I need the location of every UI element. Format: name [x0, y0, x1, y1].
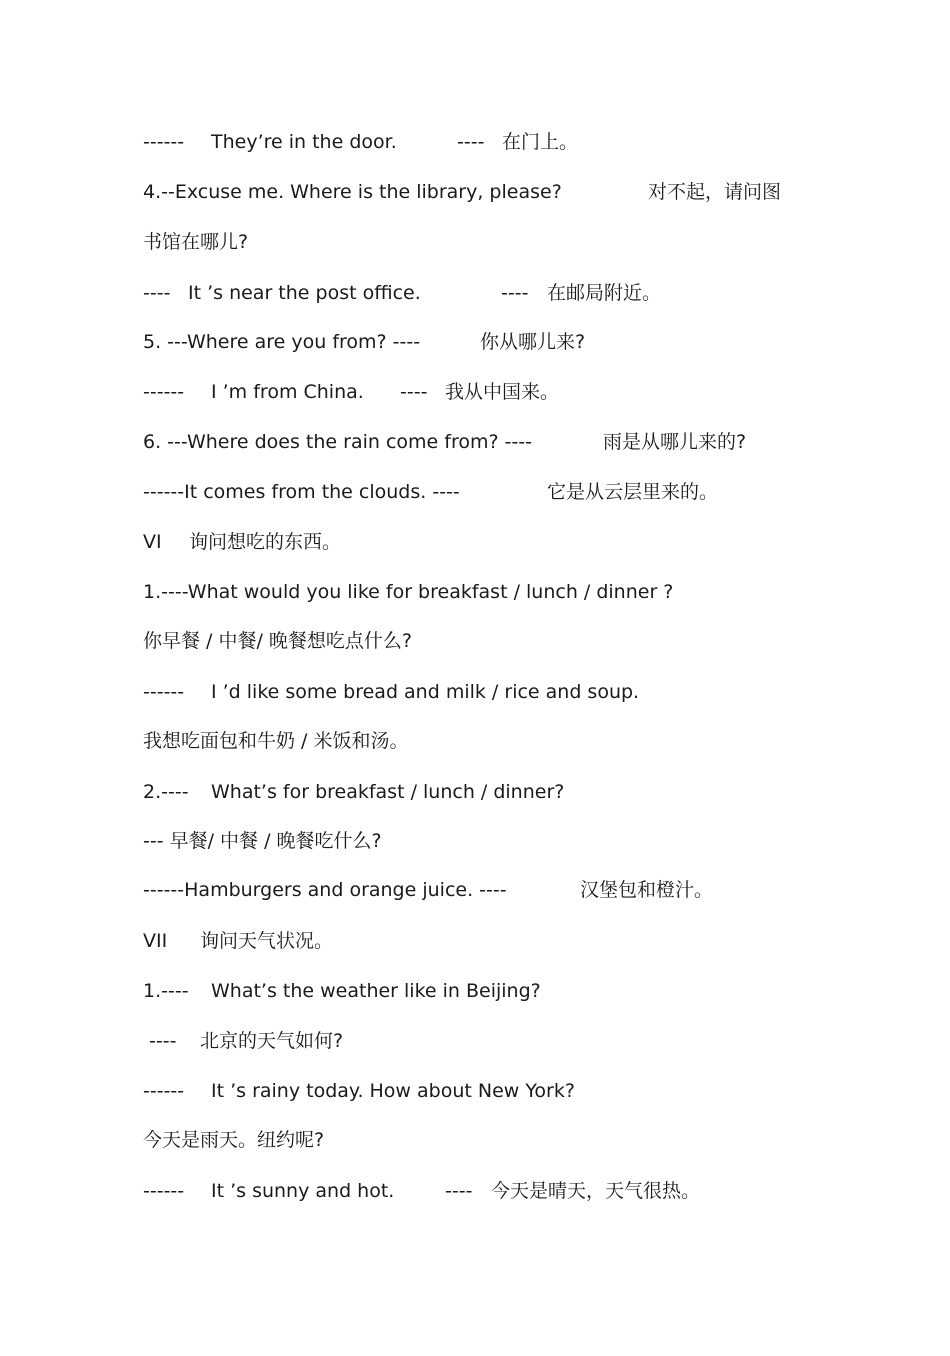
chinese-translation: 对不起，请问图: [648, 181, 782, 203]
dialogue-dash: ----: [501, 282, 529, 304]
text-line: [143, 227, 249, 257]
chinese-translation: 你早餐 / 中餐/ 晚餐想吃点什么?: [143, 630, 413, 652]
english-question: What’s for breakfast / lunch / dinner?: [211, 781, 565, 803]
dialogue-dash: ----: [400, 381, 428, 403]
english-question: What’s the weather like in Beijing?: [211, 980, 541, 1002]
text-line: [143, 626, 413, 656]
english-answer: It ’s rainy today. How about New York?: [211, 1080, 575, 1102]
text-line: [143, 278, 662, 308]
dialogue-dash: ------: [143, 1080, 185, 1102]
english-question: 4.--Excuse me. Where is the library, please?: [143, 181, 562, 203]
text-line: [143, 826, 382, 856]
chinese-translation: 在门上。: [502, 131, 579, 153]
section-number: VI: [143, 531, 162, 553]
chinese-translation: 你从哪儿来?: [480, 331, 586, 353]
chinese-translation: 北京的天气如何?: [200, 1030, 344, 1052]
chinese-translation: 书馆在哪儿?: [143, 231, 249, 253]
english-question: 1.----What would you like for breakfast / lunch / dinner ?: [143, 581, 674, 603]
dialogue-dash: ------: [143, 1180, 185, 1202]
chinese-translation: 雨是从哪儿来的?: [603, 431, 747, 453]
text-line: [143, 477, 719, 507]
text-line: [143, 327, 586, 357]
text-line: [143, 875, 714, 905]
dialogue-dash: ------: [143, 681, 185, 703]
english-answer: It ’s near the post office.: [188, 282, 421, 304]
text-line: [143, 127, 579, 157]
text-line: [143, 677, 640, 707]
chinese-translation: 在邮局附近。: [547, 282, 662, 304]
chinese-translation: 今天是晴天，天气很热。: [491, 1180, 701, 1202]
chinese-translation: 汉堡包和橙汁。: [580, 879, 714, 901]
question-number: 1.----: [143, 980, 189, 1002]
dialogue-dash: ----: [149, 1030, 177, 1052]
text-line: [143, 427, 747, 457]
chinese-translation: 我想吃面包和牛奶 / 米饭和汤。: [143, 730, 409, 752]
text-line: [143, 1125, 325, 1155]
dialogue-dash: ----: [143, 282, 171, 304]
text-line: [143, 1026, 344, 1056]
section-title: 询问天气状况。: [200, 930, 334, 952]
english-question: 5. ---Where are you from? ----: [143, 331, 421, 353]
english-question: 6. ---Where does the rain come from? ----: [143, 431, 533, 453]
section-heading: [143, 527, 342, 557]
chinese-translation: --- 早餐/ 中餐 / 晚餐吃什么?: [143, 830, 382, 852]
dialogue-dash: ------: [143, 381, 185, 403]
chinese-translation: 我从中国来。: [445, 381, 560, 403]
question-number: 2.----: [143, 781, 189, 803]
dialogue-dash: ----: [457, 131, 485, 153]
english-answer: I ’d like some bread and milk / rice and soup.: [211, 681, 640, 703]
english-answer: They’re in the door.: [211, 131, 397, 153]
dialogue-dash: ------: [143, 131, 185, 153]
text-line: [143, 1076, 575, 1106]
section-number: VII: [143, 930, 168, 952]
section-heading: [143, 926, 334, 956]
text-line: [143, 377, 560, 407]
text-line: [143, 726, 409, 756]
section-title: 询问想吃的东西。: [189, 531, 342, 553]
chinese-translation: 它是从云层里来的。: [547, 481, 719, 503]
english-answer: ------Hamburgers and orange juice. ----: [143, 879, 507, 901]
text-line: [143, 777, 565, 807]
english-answer: ------It comes from the clouds. ----: [143, 481, 460, 503]
text-line: [143, 976, 541, 1006]
dialogue-dash: ----: [445, 1180, 473, 1202]
text-line: [143, 1176, 701, 1206]
english-answer: It ’s sunny and hot.: [211, 1180, 395, 1202]
text-line: [143, 177, 782, 207]
chinese-translation: 今天是雨天。纽约呢?: [143, 1129, 325, 1151]
text-line: [143, 577, 674, 607]
english-answer: I ’m from China.: [211, 381, 364, 403]
